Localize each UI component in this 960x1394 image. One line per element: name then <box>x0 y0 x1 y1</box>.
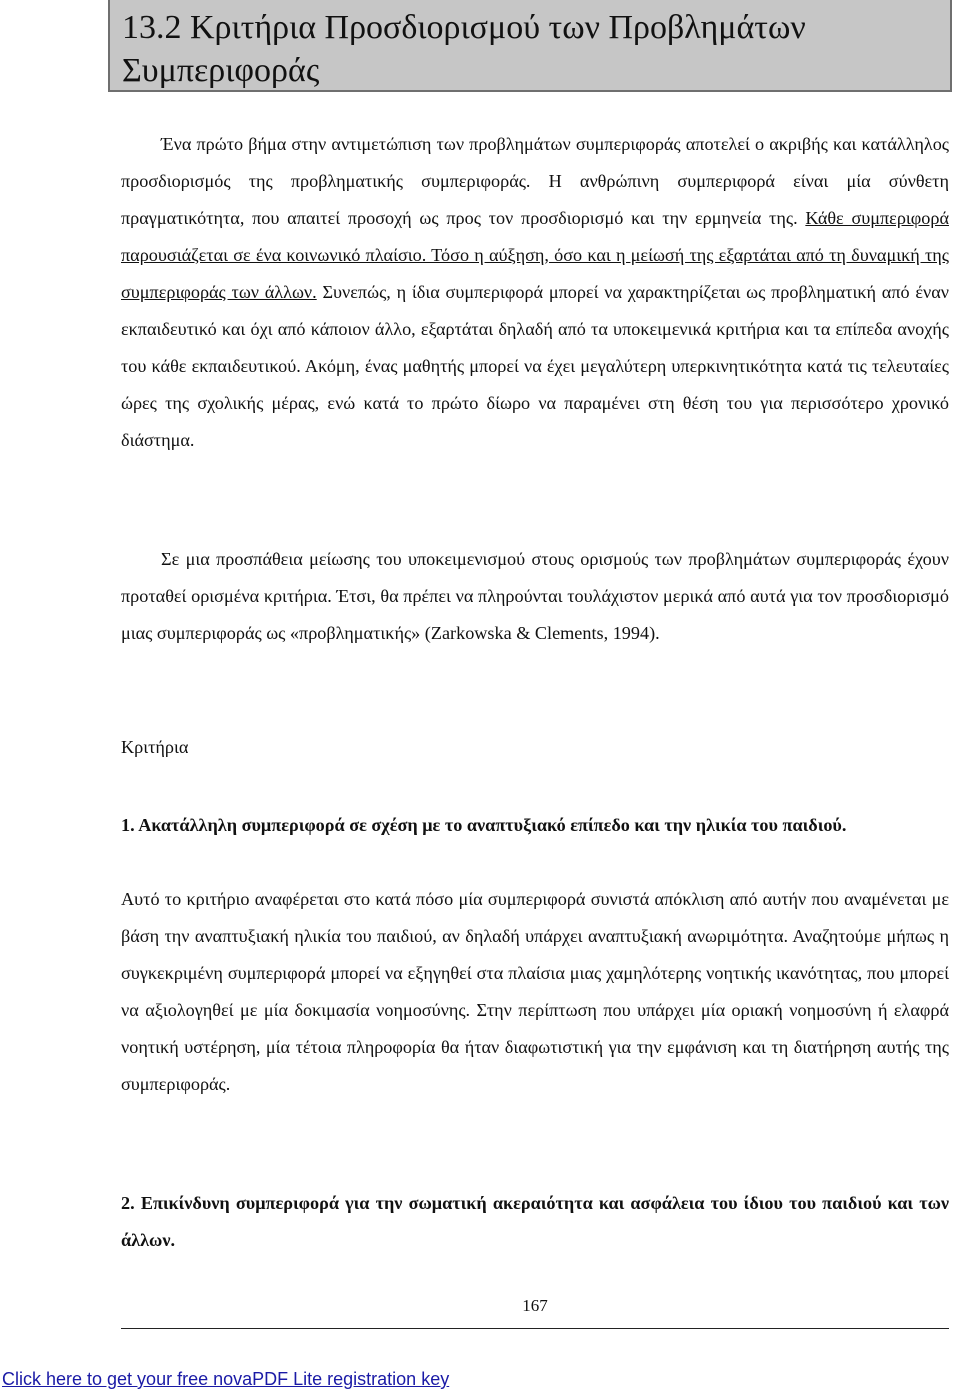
criterion-2-heading <box>121 1185 949 1259</box>
criterion-1-number: 1. <box>121 815 135 835</box>
criterion-2-number: 2. <box>121 1193 135 1213</box>
registration-key-link[interactable]: Click here to get your free novaPDF Lite registration key <box>2 1369 450 1389</box>
page-number: 167 <box>522 1296 548 1315</box>
intro-continuation-text: Συνεπώς, η ίδια συμπεριφορά μπορεί να χαρακτηρίζεται ως προβληματική από έναν εκπαιδευτικό και όχι από κάποιον άλλο, εξαρτάται δηλαδή από τα υποκειμενικά κριτήρια και τα επίπεδα ανοχής του κάθε εκπαιδευτικού. Ακόμη, ένας μαθητής μπορεί να έχει μεγαλύτερη υπερκινητικότητα κατά τις τελευταίες ώρες της σχολικής μέρας, ενώ κατά το πρώτο δίωρο να παραμένει στη θέση του για περισσότερο χρονικό διάστημα. <box>121 282 949 450</box>
criterion-1-title: Ακατάλληλη συμπεριφορά σε σχέση με το αναπτυξιακό επίπεδο και την ηλικία του παιδιού. <box>138 815 847 835</box>
intro-text: Ένα πρώτο βήμα στην αντιμετώπιση των προβλημάτων συμπεριφοράς αποτελεί ο ακριβής και κατάλληλος προσδιορισμός της προβληματικής συμπεριφοράς. Η ανθρώπινη συμπεριφορά είναι μία σύνθετη πραγματικότητα, που απαιτεί προσοχή ως προς τον προσδιορισμό και την ερμηνεία της. <box>121 134 949 228</box>
footer-divider <box>121 1328 949 1329</box>
criterion-1-heading <box>121 807 949 844</box>
chapter-title: 13.2 Κριτήρια Προσδιορισμού των Προβλημάτων Συμπεριφοράς <box>122 9 806 89</box>
criterion-1-body: Αυτό το κριτήριο αναφέρεται στο κατά πόσο μία συμπεριφορά συνιστά απόκλιση από αυτήν που αναμένεται με βάση την αναπτυξιακή ηλικία του παιδιού, αν δηλαδή υπάρχει αναπτυξιακή ανωριμότητα. Αναζητούμε μήπως η συγκεκριμένη συμπεριφορά μπορεί να εξηγηθεί στα πλαίσια μιας χαμηλότερης νοητικής ικανότητας, που μπορεί να αξιολογηθεί με μία δοκιμασία νοημοσύνης. Στην περίπτωση που υπάρχει μία οριακή νοημοσύνη ή ελαφρά νοητική υστέρηση, μία τέτοια πληροφορία θα ήταν διαφωτιστική για την εμφάνιση και τη διατήρηση αυτής της συμπεριφοράς. <box>121 889 949 1094</box>
intro-underlined-text: Κάθε συμπεριφορά παρουσιάζεται σε ένα κοινωνικό πλαίσιο. Τόσο η αύξηση, όσο και η μείωσή της εξαρτάται από τη δυναμική της συμπεριφοράς των άλλων. <box>121 208 949 302</box>
chapter-header-box <box>108 0 952 92</box>
criteria-label: Κριτήρια <box>121 737 189 757</box>
second-paragraph: Σε μια προσπάθεια μείωσης του υποκειμενισμού στους ορισμούς των προβλημάτων συμπεριφοράς έχουν προταθεί ορισμένα κριτήρια. Έτσι, θα πρέπει να πληρούνται τουλάχιστον μερικά από αυτά για τον προσδιορισμό μιας συμπεριφοράς ως «προβληματικής» (Zarkowska & Clements, 1994). <box>121 549 949 643</box>
criterion-2-title: Επικίνδυνη συμπεριφορά για την σωματική ακεραιότητα και ασφάλεια του ίδιου του παιδιού και των άλλων. <box>121 1193 950 1250</box>
intro-paragraph <box>121 126 949 459</box>
